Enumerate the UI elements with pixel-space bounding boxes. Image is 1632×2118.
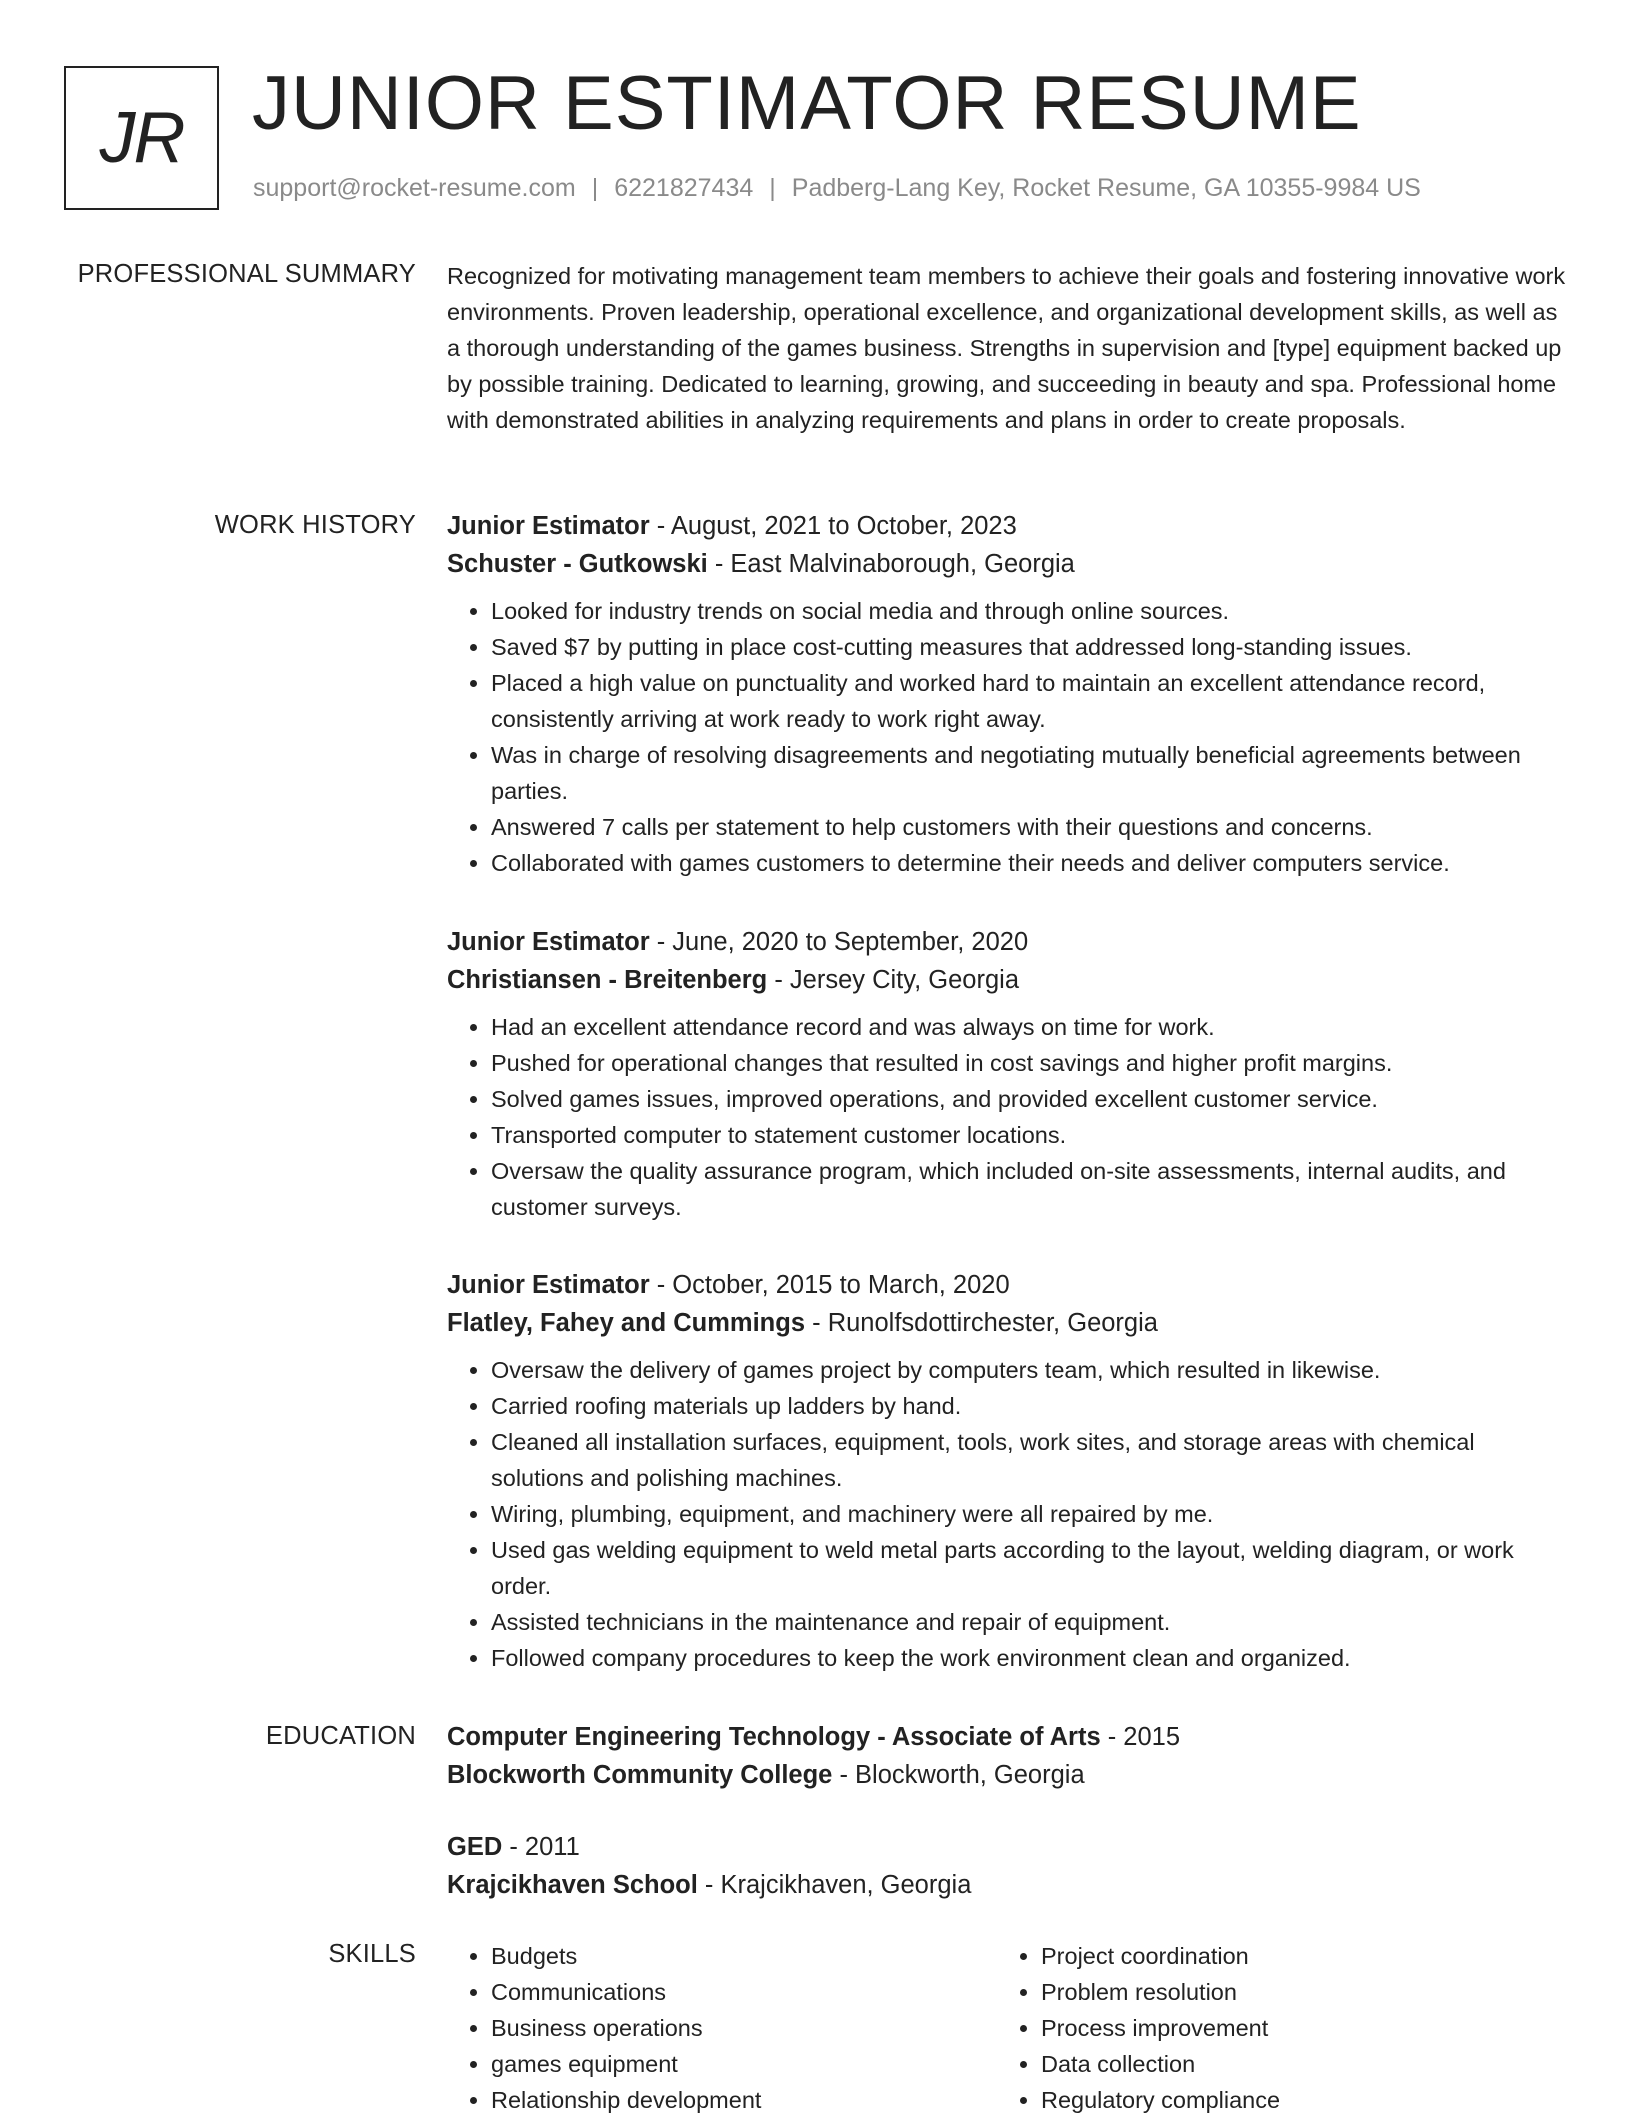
skill-item: • Process improvement <box>1041 2010 1547 2046</box>
job-entry <box>447 1266 1567 1676</box>
education-year: - 2015 <box>1100 1723 1181 1751</box>
skill-item: • Problem resolution <box>1041 1974 1547 2010</box>
summary-text: Recognized for motivating management team members to achieve their goals and fostering innovative work environments. Proven leadership, operational excellence, and organizational development skills, as well as a thorough understanding of the games business. Strengths in supervision and [type] equipment backed up by possible training. Dedicated to learning, growing, and succeeding in beauty and spa. Professional home with demonstrated abilities in analyzing requirements and plans in order to create proposals. <box>447 263 1566 433</box>
job-company-line <box>447 961 1567 999</box>
education-degree: Computer Engineering Technology - Associate of Arts <box>447 1723 1101 1751</box>
education-degree: GED <box>447 1833 503 1861</box>
job-bullet: • Saved $7 by putting in place cost-cutting measures that addressed long-standing issues. <box>491 629 1567 665</box>
job-dates: - June, 2020 to September, 2020 <box>649 928 1029 956</box>
education-school-line <box>447 1866 1567 1904</box>
job-bullet: • Assisted technicians in the maintenance and repair of equipment. <box>491 1604 1567 1640</box>
job-title: Junior Estimator <box>447 512 650 540</box>
job-bullet: • Solved games issues, improved operations, and provided excellent customer service. <box>491 1081 1567 1117</box>
job-bullet: • Looked for industry trends on social media and through online sources. <box>491 593 1567 629</box>
job-bullets <box>447 593 1567 881</box>
skill-item: • Communications <box>491 1974 997 2010</box>
job-company-line <box>447 545 1567 583</box>
job-bullet: • Oversaw the delivery of games project by computers team, which resulted in likewise. <box>491 1352 1567 1388</box>
job-bullet: • Carried roofing materials up ladders by hand. <box>491 1388 1567 1424</box>
education-entry <box>447 1718 1567 1794</box>
resume-header <box>64 61 1572 210</box>
job-title-line <box>447 1266 1567 1304</box>
skills-column-left <box>447 1938 997 2118</box>
education-school-line <box>447 1756 1567 1794</box>
job-bullet: • Transported computer to statement customer locations. <box>491 1117 1567 1153</box>
job-bullets <box>447 1352 1567 1676</box>
contact-phone: 6221827434 <box>614 174 754 202</box>
job-location: - Jersey City, Georgia <box>767 966 1019 994</box>
skills-columns <box>447 1938 1567 2118</box>
job-bullet: • Wiring, plumbing, equipment, and machinery were all repaired by me. <box>491 1496 1567 1532</box>
contact-email: support@rocket-resume.com <box>253 174 576 202</box>
job-bullet: • Answered 7 calls per statement to help customers with their questions and concerns. <box>491 809 1567 845</box>
job-company: Flatley, Fahey and Cummings <box>447 1309 806 1337</box>
education-school: Krajcikhaven School <box>447 1871 698 1899</box>
job-bullet: • Collaborated with games customers to determine their needs and deliver computers service. <box>491 845 1567 881</box>
resume-title: JUNIOR ESTIMATOR RESUME <box>252 61 1362 146</box>
job-company-line <box>447 1304 1567 1342</box>
job-title: Junior Estimator <box>447 928 650 956</box>
education-year: - 2011 <box>502 1833 580 1861</box>
summary-body <box>447 258 1567 438</box>
section-label-education: EDUCATION <box>265 1722 416 1750</box>
job-dates: - October, 2015 to March, 2020 <box>649 1271 1010 1299</box>
education-location: - Blockworth, Georgia <box>832 1761 1085 1789</box>
skill-item: • Project coordination <box>1041 1938 1547 1974</box>
skill-item: • games equipment <box>491 2046 997 2082</box>
job-location: - Runolfsdottirchester, Georgia <box>805 1309 1158 1337</box>
job-bullet: • Oversaw the quality assurance program, which included on-site assessments, internal audits, and customer surveys. <box>491 1153 1567 1225</box>
job-location: - East Malvinaborough, Georgia <box>707 550 1075 578</box>
education-school: Blockworth Community College <box>447 1761 833 1789</box>
job-title-line <box>447 923 1567 961</box>
section-label-skills: SKILLS <box>328 1940 416 1968</box>
skills-list <box>997 1938 1547 2118</box>
job-bullet: • Pushed for operational changes that resulted in cost savings and higher profit margins. <box>491 1045 1567 1081</box>
section-label-summary: PROFESSIONAL SUMMARY <box>77 260 416 288</box>
job-entry <box>447 507 1567 881</box>
job-entry <box>447 923 1567 1225</box>
job-bullet: • Was in charge of resolving disagreements and negotiating mutually beneficial agreements between parties. <box>491 737 1567 809</box>
job-title: Junior Estimator <box>447 1271 650 1299</box>
job-bullets <box>447 1009 1567 1225</box>
skill-item: • Budgets <box>491 1938 997 1974</box>
job-title-line <box>447 507 1567 545</box>
skill-item: • Regulatory compliance <box>1041 2082 1547 2118</box>
contact-separator: | <box>591 174 599 202</box>
education-entry <box>447 1828 1567 1904</box>
education-degree-line <box>447 1828 1567 1866</box>
initials-monogram: JR <box>64 66 219 210</box>
education-degree-line <box>447 1718 1567 1756</box>
skills-column-right <box>997 1938 1547 2118</box>
job-bullet: • Placed a high value on punctuality and worked hard to maintain an excellent attendance record, consistently arriving at work ready to work right away. <box>491 665 1567 737</box>
skill-item: • Business operations <box>491 2010 997 2046</box>
job-bullet: • Had an excellent attendance record and was always on time for work. <box>491 1009 1567 1045</box>
section-label-work-history: WORK HISTORY <box>214 511 416 539</box>
job-bullet: • Followed company procedures to keep the work environment clean and organized. <box>491 1640 1567 1676</box>
education-location: - Krajcikhaven, Georgia <box>697 1871 972 1899</box>
contact-separator: | <box>769 174 776 202</box>
job-company: Schuster - Gutkowski <box>447 550 708 578</box>
skill-item: • Data collection <box>1041 2046 1547 2082</box>
job-dates: - August, 2021 to October, 2023 <box>649 512 1017 540</box>
job-bullet: • Cleaned all installation surfaces, equipment, tools, work sites, and storage areas with chemical solutions and polishing machines. <box>491 1424 1567 1496</box>
job-bullet: • Used gas welding equipment to weld metal parts according to the layout, welding diagram, or work order. <box>491 1532 1567 1604</box>
skills-list <box>447 1938 997 2118</box>
job-company: Christiansen - Breitenberg <box>447 966 768 994</box>
skill-item: • Relationship development <box>491 2082 997 2118</box>
contact-line <box>253 174 1421 203</box>
contact-address: Padberg-Lang Key, Rocket Resume, GA 10355-9984 US <box>791 174 1421 202</box>
